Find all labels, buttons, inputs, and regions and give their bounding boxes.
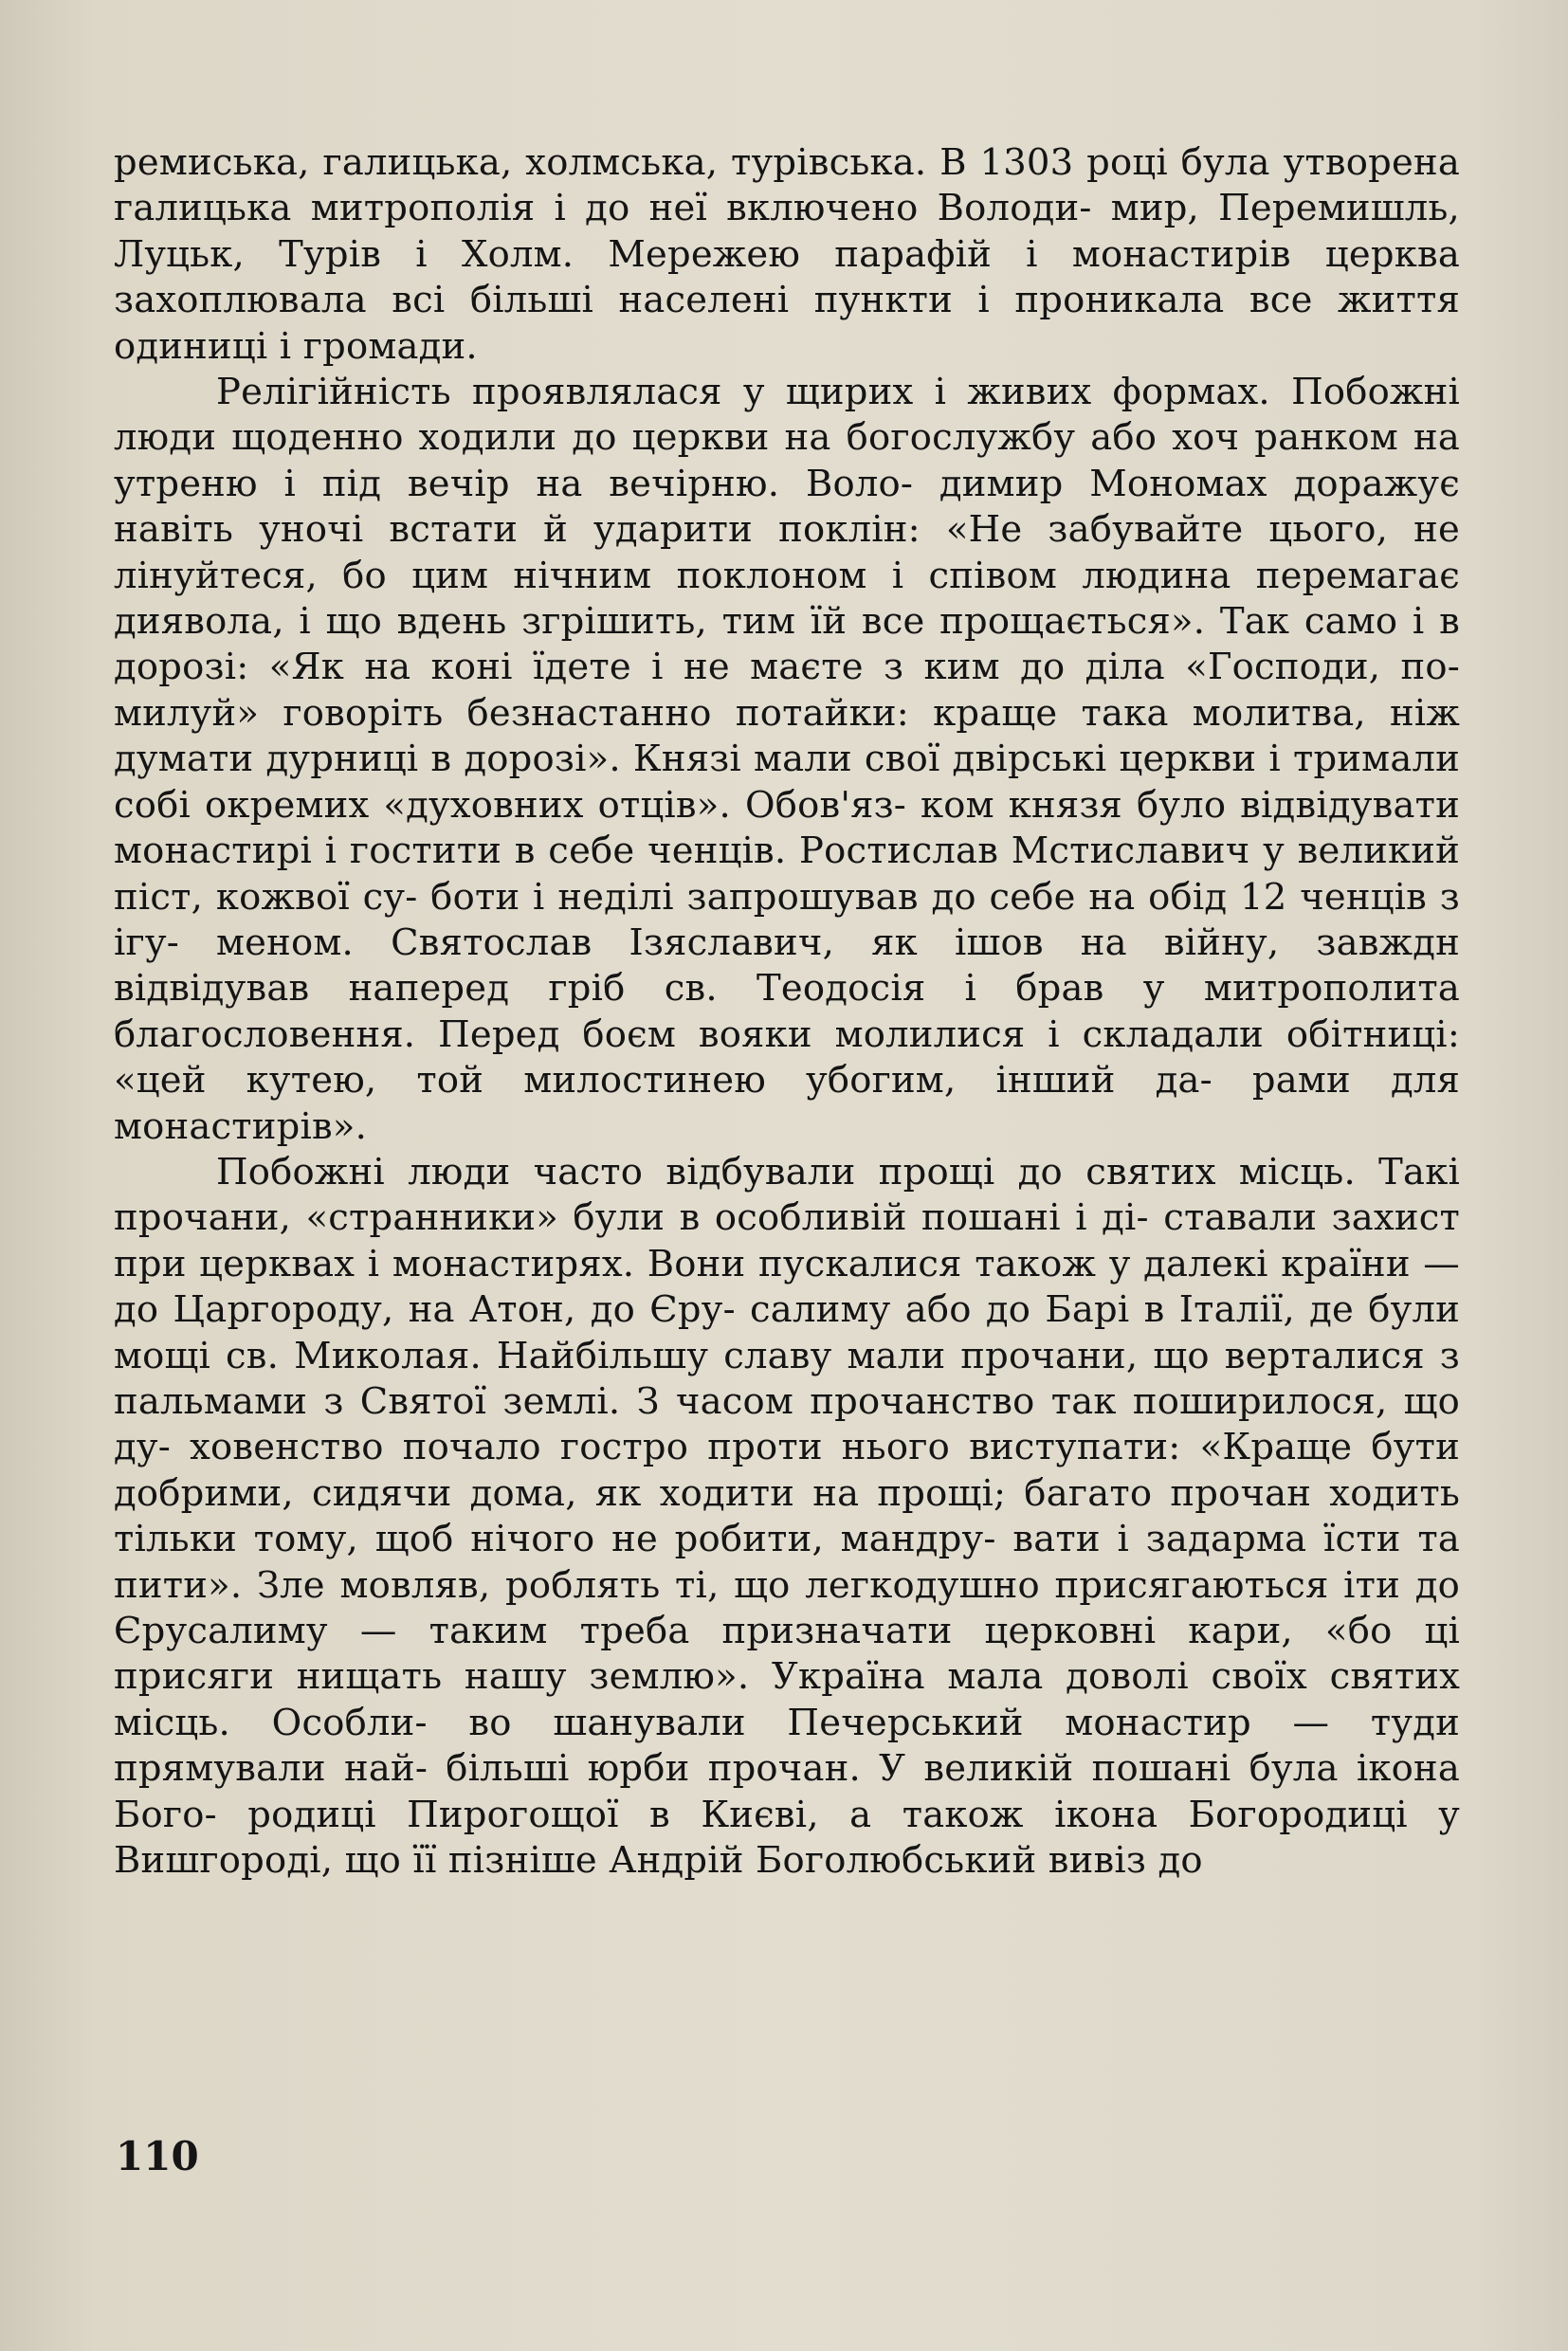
paragraph-1: ремиська, галицька, холмська, турівська. В 1303 році була утворена галицька митрополія і до неї включено Володи- мир, Перемишль, Луцьк, Турів і Холм. Мережею парафій і монастирів церква захоплювала всі більші населені пункти і проникала все життя одиниці і громади. <box>114 141 1460 368</box>
paragraph-2: Релігійність проявлялася у щирих і живих формах. Побожні люди щоденно ходили до церкви на богослужбу або хоч ранком на утреню і під вечір на вечірню. Воло- димир Мономах доражує навіть уночі встати й ударити поклін: «Не забувайте цього, не лінуйтеся, бо цим нічним поклоном і співом людина перемагає диявола, і що вдень згрішить, тим їй все прощається». Так само і в дорозі: «Як на коні їдете і не маєте з ким до діла «Господи, по- милуй» говоріть безнастанно потайки: краще така молитва, ніж думати дурниці в дорозі». Князі мали свої двірські церкви і тримали собі окремих «духовних отців». Обов'яз- ком князя було відвідувати монастирі і гостити в себе ченців. Ростислав Мстиславич у великий піст, кожвої су- боти і неділі запрошував до себе на обід 12 ченців з ігу- меном. Святослав Ізяславич, як ішов на війну, завждн відвідував наперед гріб св. Теодосія і брав у митрополита благословення. Перед боєм вояки молилися і складали обітниці: «цей кутею, той милостинею убогим, інший да- рами для монастирів». <box>114 371 1460 1148</box>
paragraph-3: Побожні люди часто відбували прощі до святих місць. Такі прочани, «странники» були в особливій пошані і ді- ставали захист при церквах і монастирях. Вони пускалися також у далекі країни — до Царгороду, на Атон, до Єру- салиму або до Барі в Італії, де були мощі св. Миколая. Найбільшу славу мали прочани, що верталися з пальмами з Святої землі. З часом прочанство так поширилося, що ду- ховенство почало гостро проти нього виступати: «Краще бути добрими, сидячи дома, як ходити на прощі; багато прочан ходить тільки тому, щоб нічого не робити, мандру- вати і задарма їсти та пити». Зле мовляв, роблять ті, що легкодушно присягаються іти до Єрусалиму — таким треба призначати церковні кари, «бо ці присяги нищать нашу землю». Україна мала доволі своїх святих місць. Особли- во шанували Печерський монастир — туди прямували най- більші юрби прочан. У великій пошані була ікона Бого- родиці Пирогощої в Києві, а також ікона Богородиці у Вишгороді, що її пізніше Андрій Боголюбський вивіз до <box>114 1150 1460 1883</box>
body-text <box>114 140 1460 1884</box>
page-number: 110 <box>116 2133 199 2179</box>
